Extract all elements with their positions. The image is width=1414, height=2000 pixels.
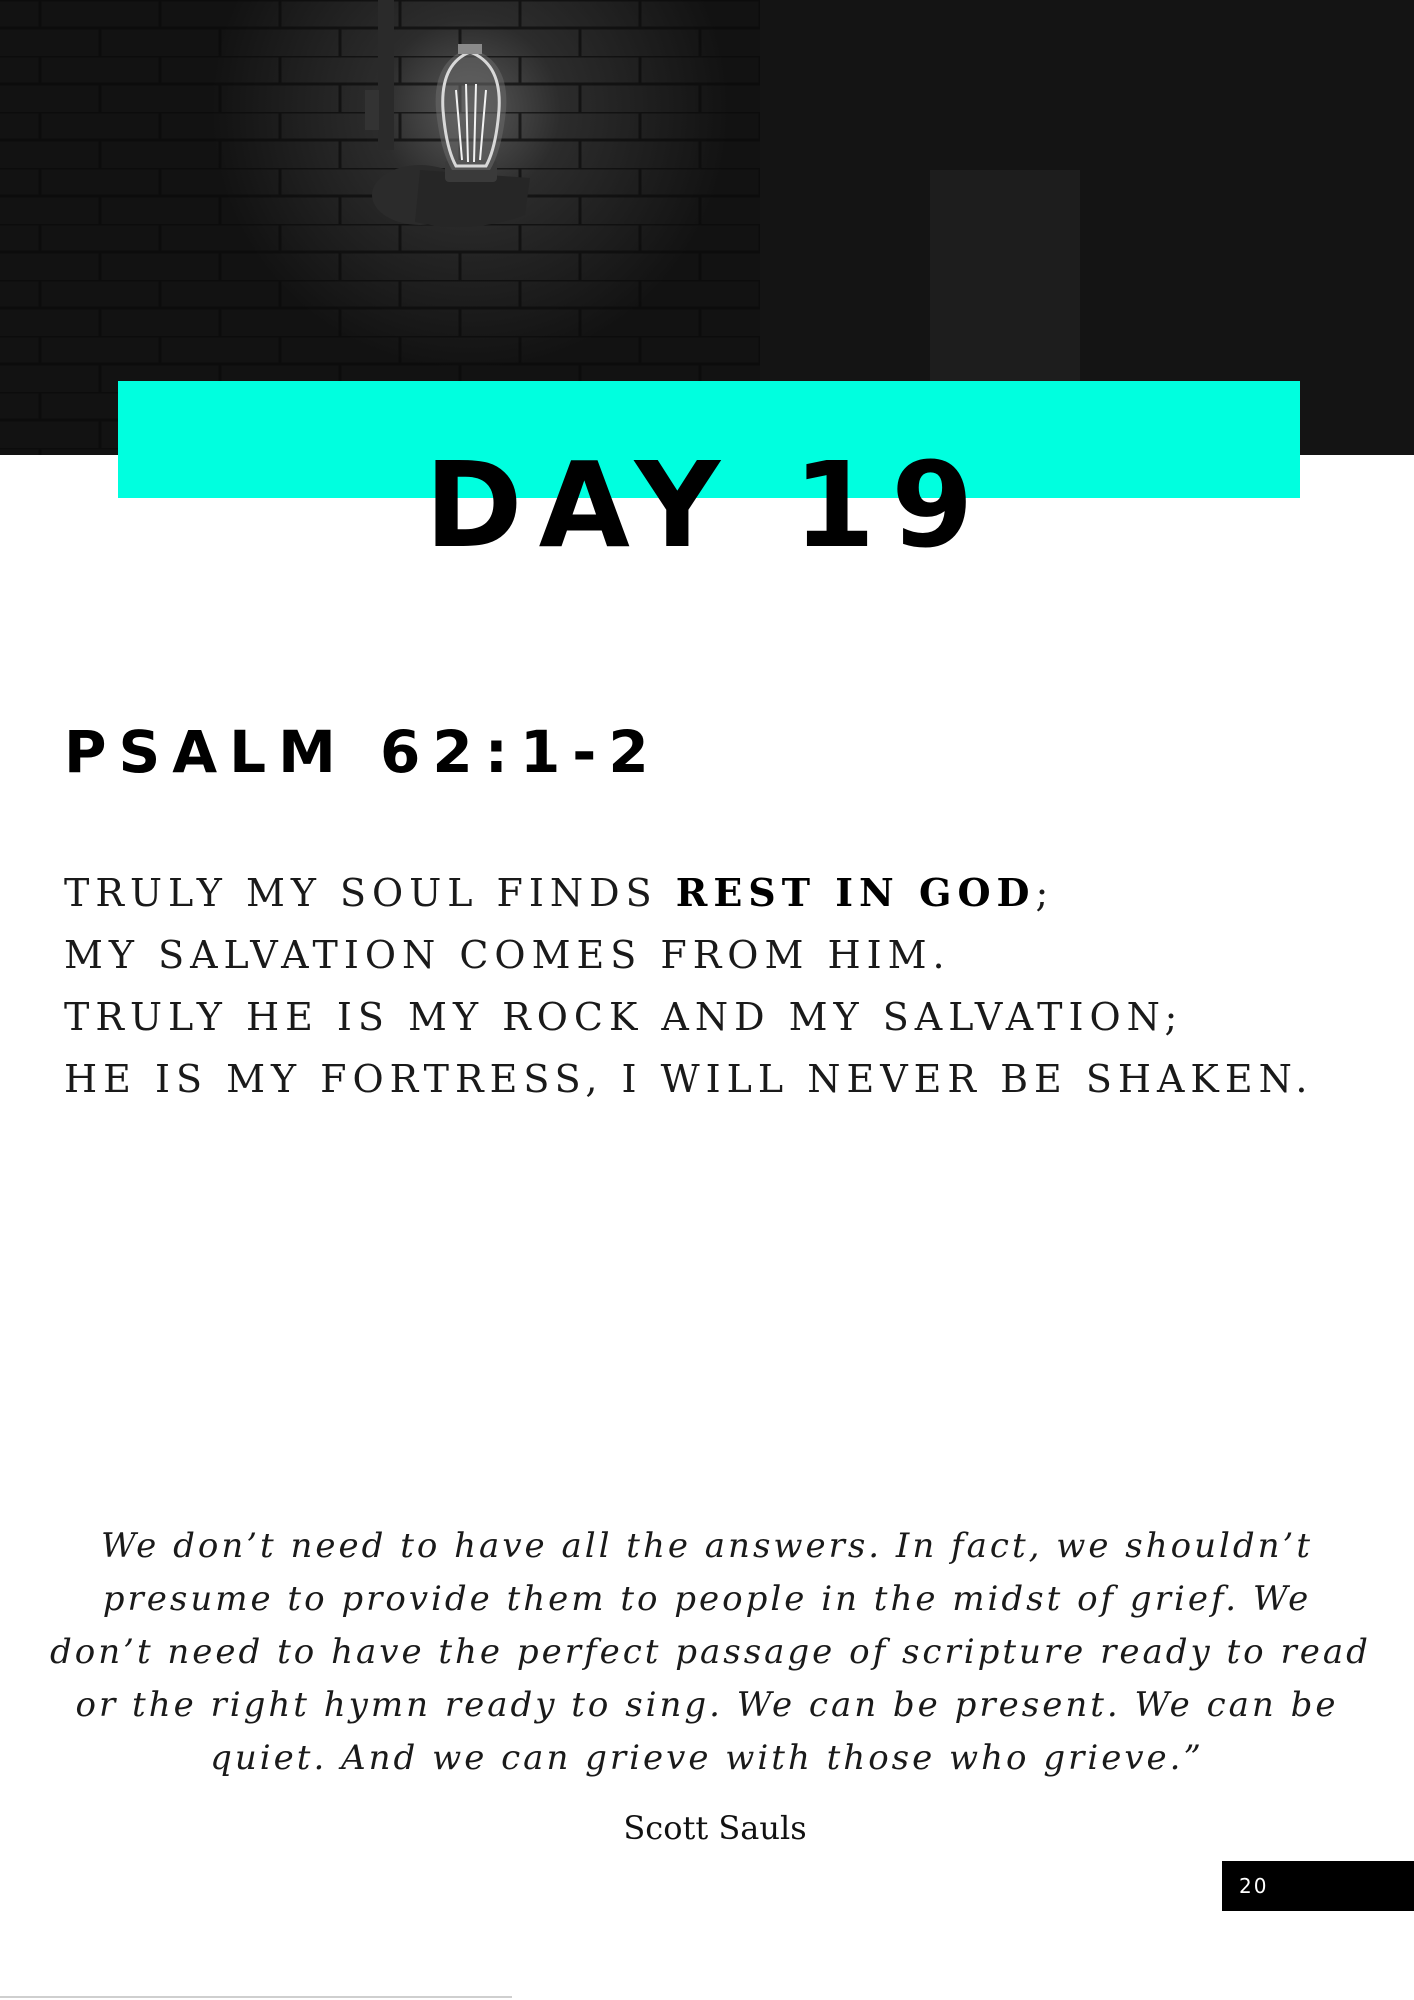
quote-line: quiet. And we can grieve with those who grieve.” <box>210 1738 1204 1778</box>
bottom-divider <box>0 1996 512 1998</box>
day-title: DAY 19 <box>424 436 990 574</box>
quote-line: or the right hymn ready to sing. We can be present. We can be <box>75 1685 1339 1725</box>
scripture-passage <box>64 862 1384 1110</box>
verse-emphasis: REST IN GOD <box>675 870 1036 915</box>
quote-author: Scott Sauls <box>623 1809 807 1847</box>
page-number: 20 <box>1222 1861 1414 1911</box>
verse-line-4: HE IS MY FORTRESS, I WILL NEVER BE SHAKEN. <box>64 1057 1314 1101</box>
verse-line-2: MY SALVATION COMES FROM HIM. <box>64 933 951 977</box>
quote-block <box>50 1520 1371 1785</box>
verse-line-1: TRULY MY SOUL FINDS REST IN GOD; <box>64 870 1055 915</box>
scripture-reference: PSALM 62:1-2 <box>64 718 661 786</box>
quote-line: don’t need to have the perfect passage of scripture ready to read <box>50 1632 1371 1672</box>
quote-line: presume to provide them to people in the midst of grief. We <box>102 1579 1312 1619</box>
verse-line-3: TRULY HE IS MY ROCK AND MY SALVATION; <box>64 995 1184 1039</box>
quote-line: We don’t need to have all the answers. In fact, we shouldn’t <box>100 1526 1313 1566</box>
